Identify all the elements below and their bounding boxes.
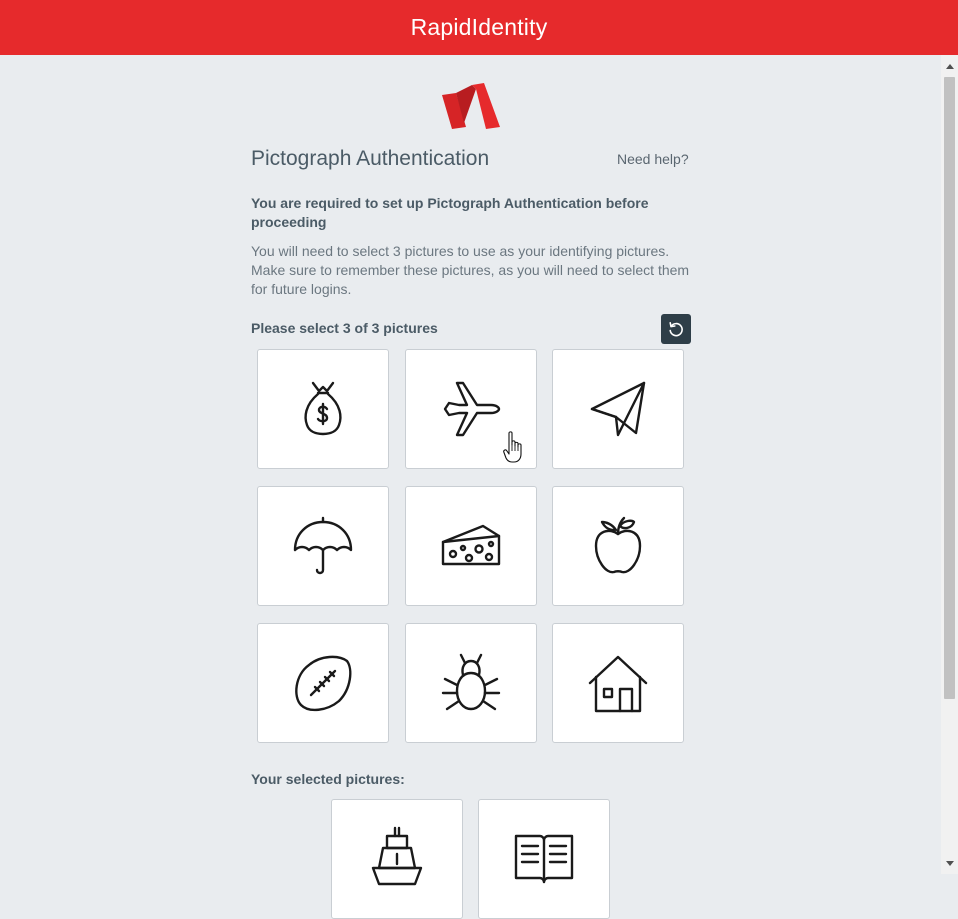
required-notice: You are required to set up Pictograph Authentication before proceeding (251, 195, 649, 230)
need-help-link[interactable]: Need help? (617, 151, 689, 167)
top-bar (0, 0, 958, 55)
refresh-icon (667, 320, 685, 338)
rapididentity-logo (442, 83, 500, 131)
picture-tile-umbrella[interactable] (257, 486, 389, 606)
airplane-icon (439, 377, 503, 441)
paper-plane-icon (586, 377, 650, 441)
picture-tile-apple[interactable] (552, 486, 684, 606)
selected-pictures-label: Your selected pictures: (251, 771, 405, 787)
picture-tile-airplane[interactable] (405, 349, 537, 469)
picture-tile-football[interactable] (257, 623, 389, 743)
selected-picture-open-book[interactable] (478, 799, 610, 919)
open-book-icon (512, 824, 576, 888)
vertical-scrollbar[interactable] (941, 55, 958, 874)
picture-tile-house[interactable] (552, 623, 684, 743)
picture-tile-bug[interactable] (405, 623, 537, 743)
house-icon (586, 651, 650, 715)
scroll-down-arrow[interactable] (946, 861, 954, 866)
apple-icon (586, 514, 650, 578)
scroll-up-arrow[interactable] (946, 64, 954, 69)
money-bag-icon (291, 377, 355, 441)
picture-tile-paper-plane[interactable] (552, 349, 684, 469)
app-title: RapidIdentity (410, 14, 548, 40)
main-content (0, 55, 941, 874)
page-title: Pictograph Authentication (251, 147, 490, 170)
selected-picture-ship[interactable] (331, 799, 463, 919)
ship-icon (365, 824, 429, 888)
picture-tile-cheese[interactable] (405, 486, 537, 606)
reset-selection-button[interactable] (661, 314, 691, 344)
picture-tile-money-bag[interactable] (257, 349, 389, 469)
bug-icon (439, 651, 503, 715)
instructions-text: You will need to select 3 pictures to use as your identifying pictures. Make sure to remember these pictures, as you will need to select them for future logins. (251, 243, 690, 297)
cheese-icon (439, 514, 503, 578)
football-icon (291, 651, 355, 715)
umbrella-icon (291, 514, 355, 578)
select-prompt: Please select 3 of 3 pictures (251, 320, 438, 336)
scroll-thumb[interactable] (944, 77, 955, 699)
